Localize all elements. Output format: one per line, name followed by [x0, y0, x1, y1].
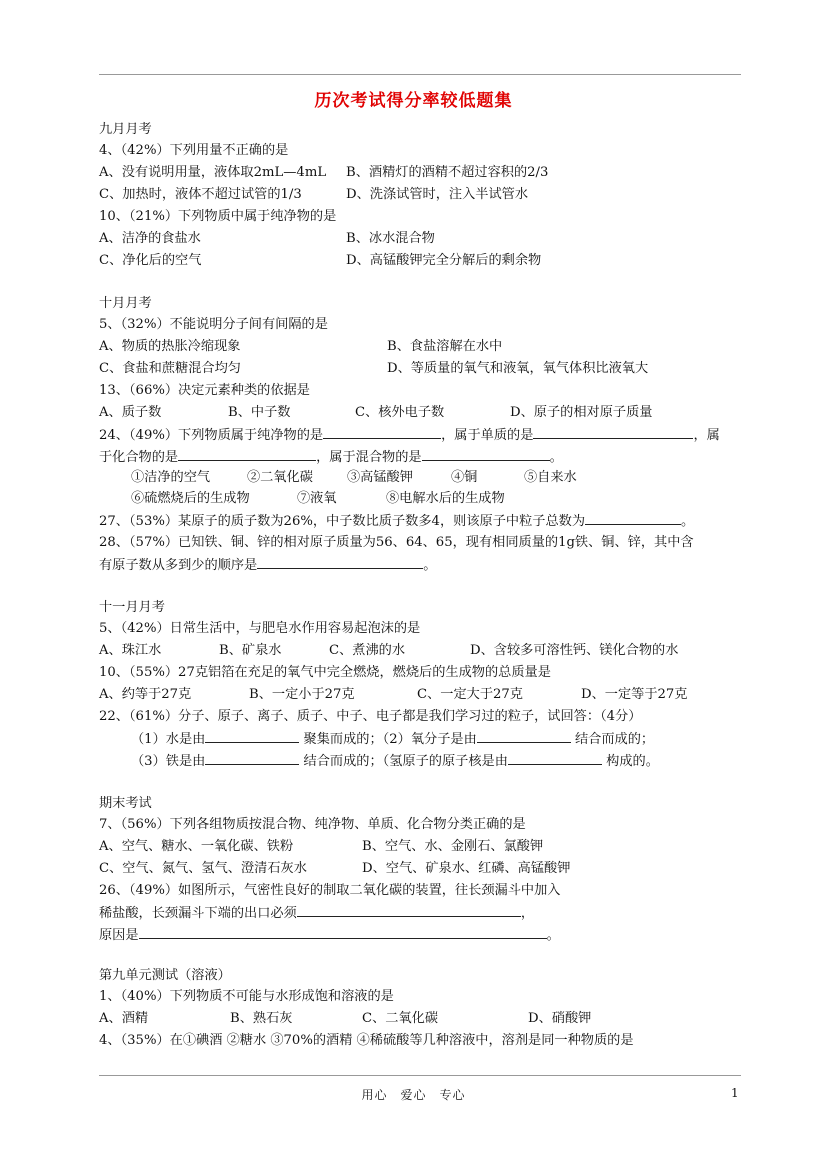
- answer-blank[interactable]: [257, 555, 423, 569]
- option-d: D、含较多可溶性钙、镁化合物的水: [470, 643, 679, 658]
- question-text: 1、（40%）下列物质不可能与水形成饱和溶液的是: [99, 989, 394, 1004]
- question-text: （1）水是由: [131, 732, 206, 747]
- section-heading: 十月月考: [99, 296, 152, 311]
- list-item: ⑧电解水后的生成物: [386, 491, 505, 506]
- question-text: 4、（35%）在①碘酒 ②糖水 ③70%的酒精 ④稀硫酸等几种溶液中，溶剂是同一种物质的是: [99, 1033, 634, 1048]
- question-text: [131, 729, 654, 750]
- option-b: B、冰水混合物: [346, 231, 435, 246]
- question-text: 28、（57%）已知铁、铜、锌的相对原子质量为56、64、65，现有相同质量的1g铁、铜、锌，其中含: [99, 535, 694, 550]
- question-text: 26、（49%）如图所示，气密性良好的制取二氧化碳的装置，往长颈漏斗中加入: [99, 883, 561, 898]
- question-text: ，属于单质的是: [441, 428, 534, 443]
- question-text: 。: [423, 558, 437, 573]
- section-heading: 九月月考: [99, 122, 152, 137]
- option-a: A、物质的热胀冷缩现象: [99, 339, 241, 354]
- answer-blank[interactable]: [533, 425, 693, 439]
- option-b: B、中子数: [228, 405, 291, 420]
- section-heading: 期末考试: [99, 796, 152, 811]
- question-text: 22、（61%）分子、原子、离子、质子、中子、电子都是我们学习过的粒子，试回答：（4分）: [99, 709, 642, 724]
- answer-blank[interactable]: [477, 729, 571, 743]
- answer-blank[interactable]: [508, 751, 602, 765]
- question-text: ，属于混合物的是: [316, 450, 422, 465]
- option-c: C、二氧化碳: [362, 1011, 439, 1026]
- question-text: 24、（49%）下列物质属于纯净物的是: [99, 428, 324, 443]
- list-item: ②二氧化碳: [247, 470, 313, 485]
- question-text: ，: [520, 906, 534, 921]
- answer-blank[interactable]: [422, 447, 550, 461]
- question-text: [99, 425, 720, 446]
- section-heading: 十一月月考: [99, 600, 165, 615]
- option-d: D、一定等于27克: [581, 687, 688, 702]
- list-item: ⑤自来水: [524, 470, 577, 485]
- question-text: [99, 925, 560, 946]
- question-text: 27、（53%）某原子的质子数为26%，中子数比质子数多4，则该原子中粒子总数为: [99, 514, 586, 529]
- option-a: A、空气、糖水、一氧化碳、铁粉: [99, 839, 294, 854]
- option-b: B、酒精灯的酒精不超过容积的2/3: [346, 165, 549, 180]
- question-text: 结合而成的；: [574, 732, 655, 747]
- option-d: D、高锰酸钾完全分解后的剩余物: [346, 253, 542, 268]
- section-heading: 第九单元测试（溶液）: [99, 968, 231, 983]
- option-a: A、约等于27克: [99, 687, 192, 702]
- question-text: 5、（42%）日常生活中，与肥皂水作用容易起泡沫的是: [99, 621, 421, 636]
- option-a: A、质子数: [99, 405, 162, 420]
- page-title: 历次考试得分率较低题集: [314, 91, 513, 111]
- option-d: D、硝酸钾: [528, 1011, 592, 1026]
- question-text: 。: [546, 928, 560, 943]
- list-item: ①洁净的空气: [131, 470, 211, 485]
- answer-blank[interactable]: [178, 447, 316, 461]
- answer-blank[interactable]: [205, 751, 299, 765]
- option-d: D、等质量的氧气和液氧，氧气体积比液氧大: [387, 361, 649, 376]
- answer-blank[interactable]: [297, 903, 521, 917]
- question-text: [99, 903, 534, 924]
- list-item: ③高锰酸钾: [347, 470, 413, 485]
- question-text: 。: [549, 450, 563, 465]
- question-text: [99, 511, 694, 532]
- option-b: B、食盐溶解在水中: [387, 339, 503, 354]
- question-text: 构成的。: [606, 754, 659, 769]
- question-text: 于化合物的是: [99, 450, 179, 465]
- option-b: B、熟石灰: [230, 1011, 293, 1026]
- question-text: 原因是: [99, 928, 139, 943]
- question-text: 13、（66%）决定元素种类的依据是: [99, 383, 310, 398]
- list-item: ⑦液氧: [297, 491, 337, 506]
- answer-blank[interactable]: [205, 729, 299, 743]
- option-d: D、洗涤试管时，注入半试管水: [346, 187, 529, 202]
- question-text: 5、（32%）不能说明分子间有间隔的是: [99, 317, 328, 332]
- question-text: （3）铁是由: [131, 754, 206, 769]
- option-b: B、一定小于27克: [249, 687, 355, 702]
- option-c: C、一定大于27克: [417, 687, 523, 702]
- option-c: C、空气、氮气、氢气、澄清石灰水: [99, 861, 307, 876]
- header-rule: [99, 74, 741, 75]
- question-text: 。: [681, 514, 695, 529]
- answer-blank[interactable]: [585, 511, 681, 525]
- question-text: ，属: [693, 428, 720, 443]
- list-item: ⑥硫燃烧后的生成物: [131, 491, 250, 506]
- list-item: ④铜: [451, 470, 478, 485]
- answer-blank[interactable]: [323, 425, 441, 439]
- option-b: B、空气、水、金刚石、氯酸钾: [362, 839, 544, 854]
- option-b: B、矿泉水: [219, 643, 282, 658]
- question-text: 有原子数从多到少的顺序是: [99, 558, 258, 573]
- question-text: [99, 447, 563, 468]
- question-text: 4、（42%）下列用量不正确的是: [99, 143, 289, 158]
- option-a: A、酒精: [99, 1011, 149, 1026]
- option-a: A、没有说明用量，液体取2mL—4mL: [99, 165, 327, 180]
- option-c: C、核外电子数: [355, 405, 445, 420]
- option-a: A、珠江水: [99, 643, 162, 658]
- page-number: 1: [731, 1086, 739, 1100]
- answer-blank[interactable]: [139, 925, 547, 939]
- option-d: D、原子的相对原子质量: [510, 405, 653, 420]
- question-text: 聚集而成的；（2）氧分子是由: [303, 732, 477, 747]
- question-text: 稀盐酸，长颈漏斗下端的出口必须: [99, 906, 297, 921]
- question-text: [131, 751, 659, 772]
- option-c: C、煮沸的水: [329, 643, 406, 658]
- option-a: A、洁净的食盐水: [99, 231, 201, 246]
- question-text: 10、（21%）下列物质中属于纯净物的是: [99, 209, 337, 224]
- option-c: C、净化后的空气: [99, 253, 202, 268]
- question-text: [99, 555, 436, 576]
- option-d: D、空气、矿泉水、红磷、高锰酸钾: [362, 861, 571, 876]
- question-text: 10、（55%）27克铝箔在充足的氧气中完全燃烧，燃烧后的生成物的总质量是: [99, 665, 551, 680]
- question-text: 7、（56%）下列各组物质按混合物、纯净物、单质、化合物分类正确的是: [99, 817, 526, 832]
- option-c: C、食盐和蔗糖混合均匀: [99, 361, 241, 376]
- option-c: C、加热时，液体不超过试管的1/3: [99, 187, 302, 202]
- question-text: 结合而成的；（氢原子的原子核是由: [303, 754, 508, 769]
- footer-rule: [99, 1075, 741, 1076]
- page-footer: 用心 爱心 专心: [361, 1088, 466, 1102]
